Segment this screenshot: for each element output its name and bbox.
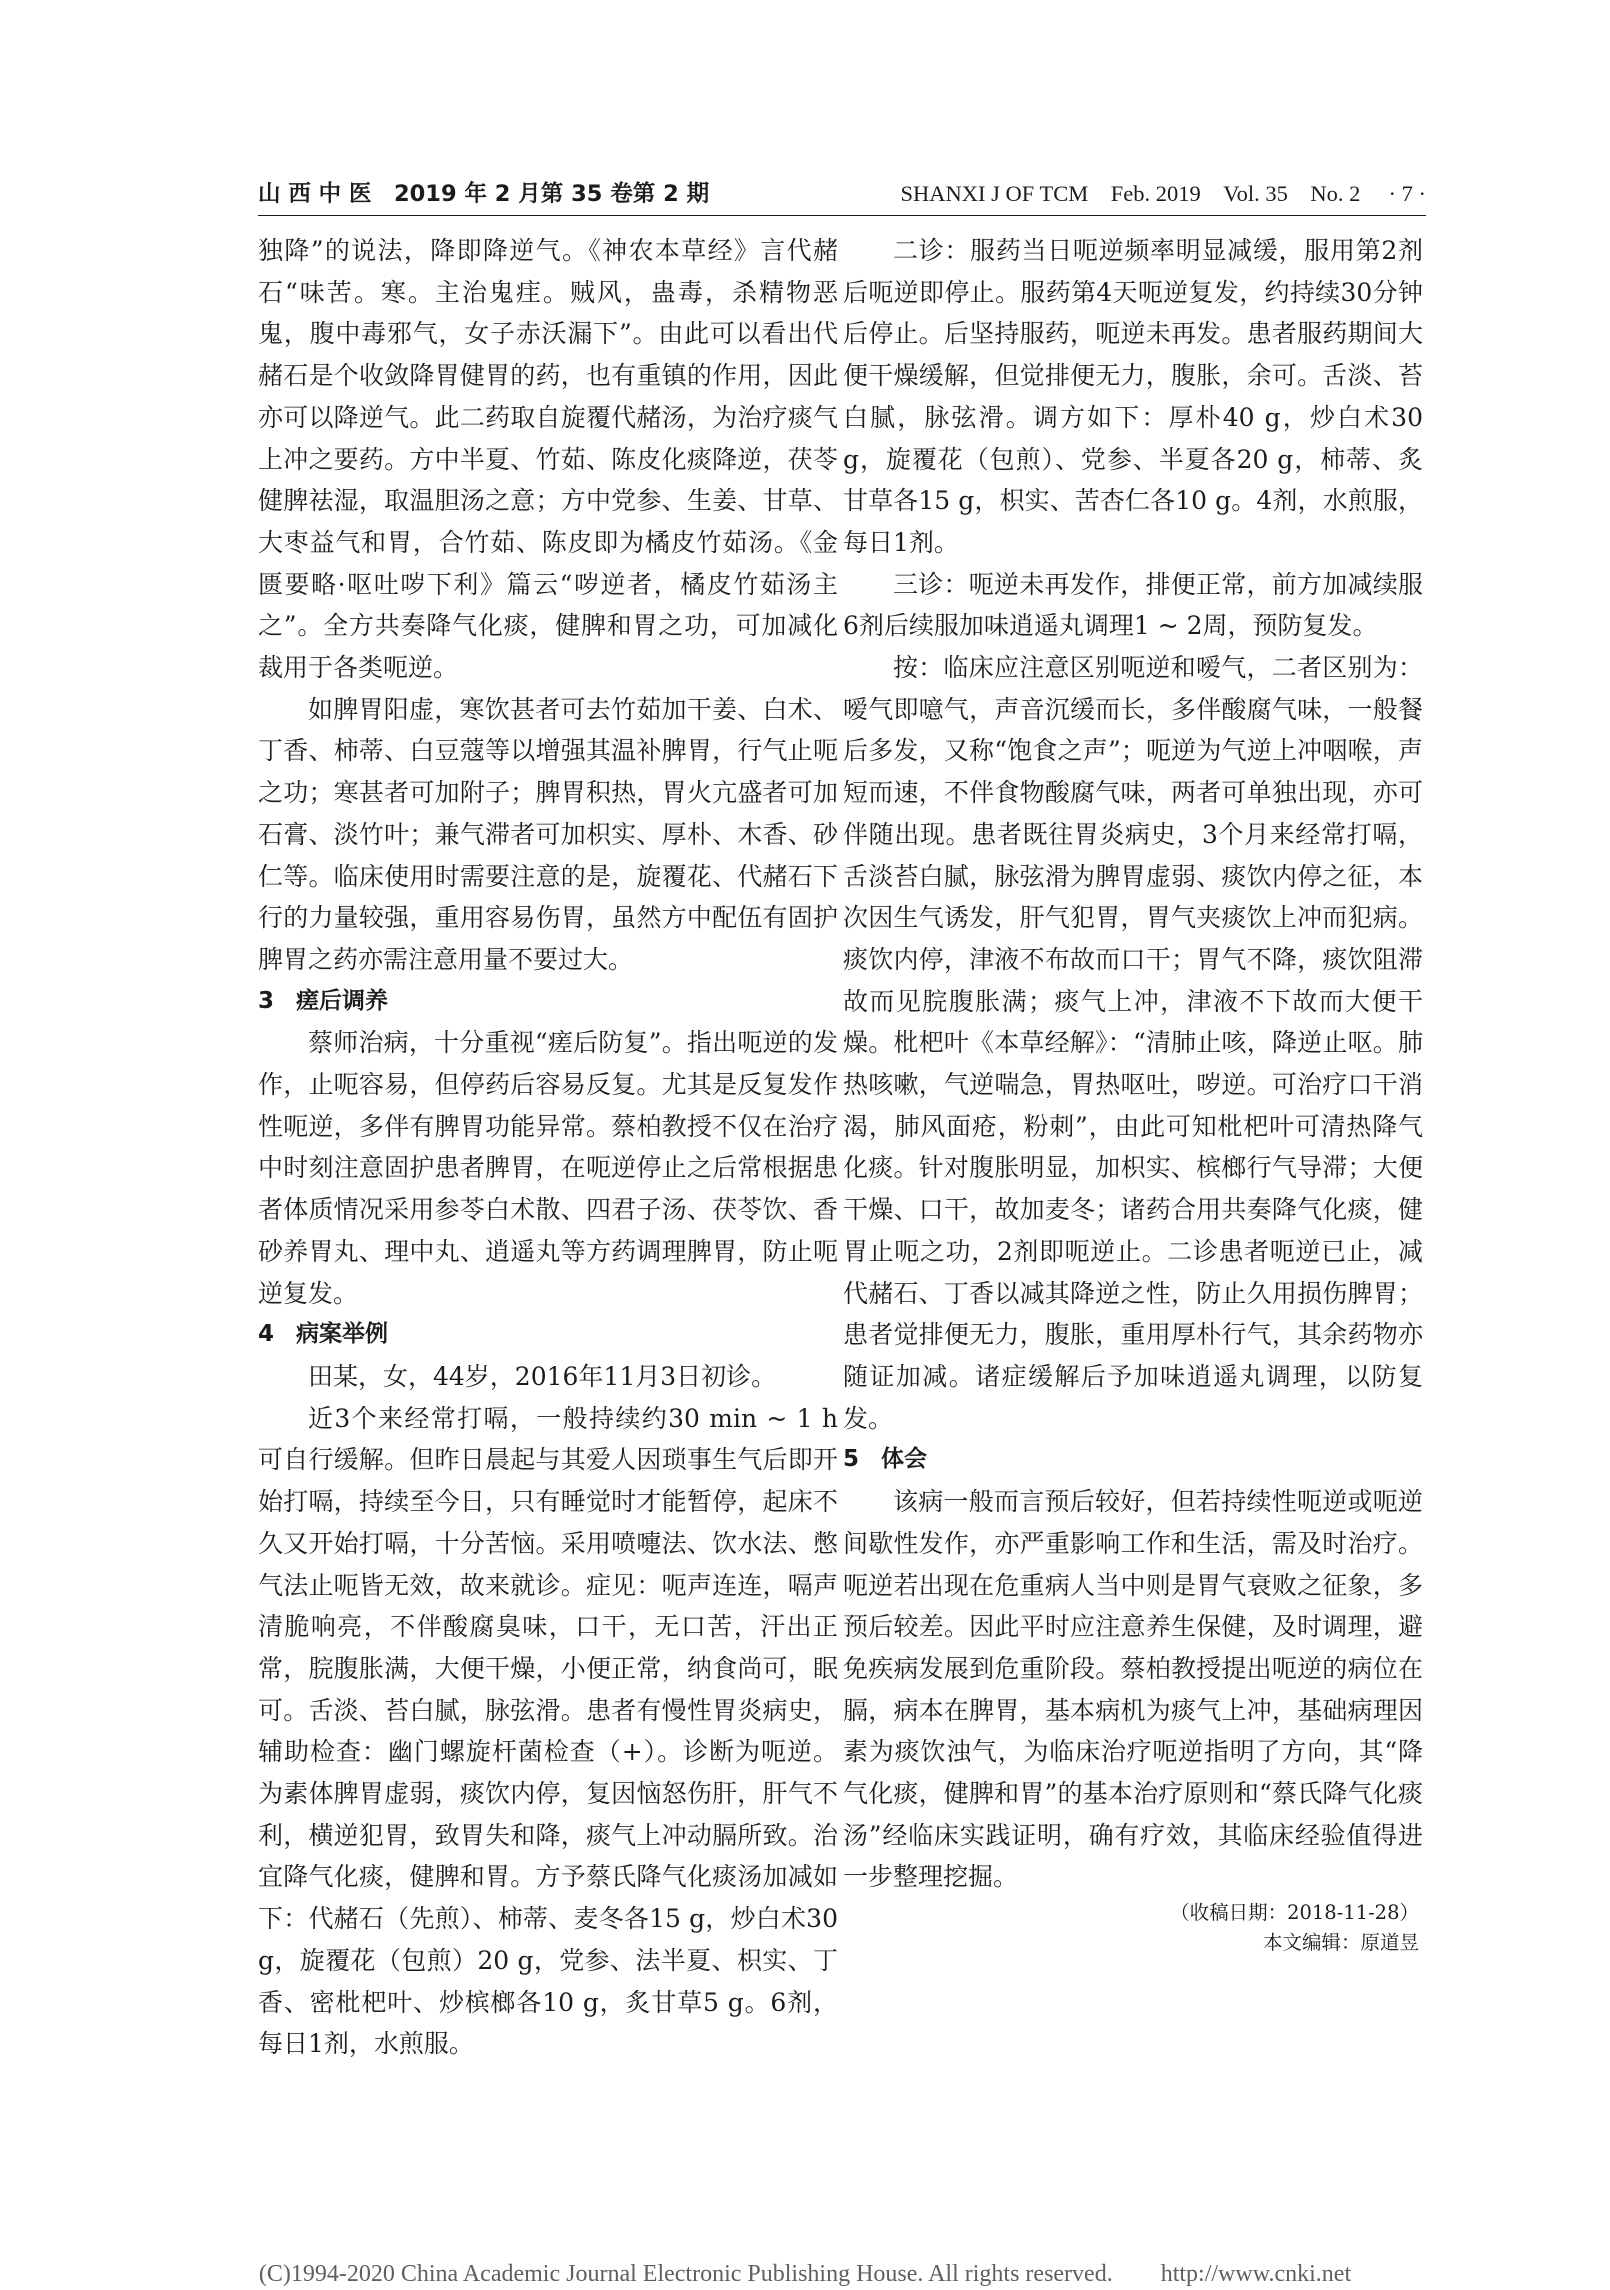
section-number: 5 bbox=[843, 1446, 860, 1473]
paragraph-patient-info: 田某，女，44岁，2016年11月3日初诊。 bbox=[308, 1361, 777, 1391]
section-number: 4 bbox=[258, 1321, 275, 1348]
journal-header-cn: 山 西 中 医 2019 年 2 月第 35 卷第 2 期 bbox=[258, 181, 710, 207]
section-title: 瘥后调养 bbox=[296, 987, 388, 1014]
right-column bbox=[843, 230, 1423, 1958]
editor-credit: 本文编辑：原道昱 bbox=[1262, 1931, 1419, 1955]
paragraph-case-history: 近3个来经常打嗝，一般持续约30 min ~ 1 h可自行缓解。但昨日晨起与其爱人因琐事生气后即开始打嗝，持续至今日，只有睡觉时才能暂停，起床不久又开始打嗝，十分苦恼。采用喷嚏法、饮水法、憋气法止呃皆无效，故来就诊。症见：呃声连连，嗝声清脆响亮，不伴酸腐臭味，口干，无口苦，汗出正常，脘腹胀满，大便干燥，小便正常，纳食尚可，眠可。舌淡、苔白腻，脉弦滑。患者有慢性胃炎病史，辅助检查：幽门螺旋杆菌检查（+）。诊断为呃逆。为素体脾胃虚弱，痰饮内停，复因恼怒伤肝，肝气不利，横逆犯胃，致胃失和降，痰气上冲动膈所致。治宜降气化痰，健脾和胃。方予蔡氏降气化痰汤加减如下：代赭石（先煎）、柿蒂、麦冬各15 g，炒白术30g，旋覆花（包煎）20 g，党参、法半夏、枳实、丁香、密枇杷叶、炒槟榔各10 g，炙甘草5 g。6剂，每日1剂，水煎服。 bbox=[258, 1403, 838, 2059]
journal-header-en: SHANXI J OF TCM Feb. 2019 Vol. 35 No. 2 · 7 · bbox=[900, 181, 1426, 206]
section-heading-5 bbox=[843, 1439, 1423, 1481]
paragraph-third-visit: 三诊：呃逆未再发作，排便正常，前方加减续服6剂后续服加味逍遥丸调理1 ~ 2周，预防复发。 bbox=[843, 569, 1423, 641]
header-divider bbox=[258, 215, 1426, 216]
paragraph-commentary: 按：临床应注意区别呃逆和嗳气，二者区别为：嗳气即噫气，声音沉缓而长，多伴酸腐气味，一般餐后多发，又称“饱食之声”；呃逆为气逆上冲咽喉，声短而速，不伴食物酸腐气味，两者可单独出现，亦可伴随出现。患者既往胃炎病史，3个月来经常打嗝，舌淡苔白腻，脉弦滑为脾胃虚弱、痰饮内停之征，本次因生气诱发，肝气犯胃，胃气夹痰饮上冲而犯病。痰饮内停，津液不布故而口干；胃气不降，痰饮阻滞故而见脘腹胀满；痰气上冲，津液不下故而大便干燥。枇杷叶《本草经解》：“清肺止咳，降逆止呕。肺热咳嗽，气逆喘急，胃热呕吐，哕逆。可治疗口干消渴，肺风面疮，粉刺”，由此可知枇杷叶可清热降气化痰。针对腹胀明显，加枳实、槟榔行气导滞；大便干燥、口干，故加麦冬；诸药合用共奏降气化痰，健胃止呃之功，2剂即呃逆止。二诊患者呃逆已止，减代赭石、丁香以减其降逆之性，防止久用损伤脾胃；患者觉排便无力，腹胀，重用厚朴行气，其余药物亦随证加减。诸症缓解后予加味逍遥丸调理，以防复发。 bbox=[843, 653, 1423, 1433]
section-number: 3 bbox=[258, 987, 275, 1014]
copyright-footer: (C)1994-2020 China Academic Journal Electronic Publishing House. All rights reserved. http://www.cnki.net bbox=[258, 2261, 1352, 2287]
paragraph-daizheshi: 独降”的说法，降即降逆气。《神农本草经》言代赭石“味苦。寒。主治鬼疰。贼风，蛊毒，杀精物恶鬼，腹中毒邪气，女子赤沃漏下”。由此可以看出代赭石是个收敛降胃健胃的药，也有重镇的作用，因此亦可以降逆气。此二药取自旋覆代赭汤，为治疗痰气上冲之要药。方中半夏、竹茹、陈皮化痰降逆，茯苓健脾祛湿，取温胆汤之意；方中党参、生姜、甘草、大枣益气和胃，合竹茹、陈皮即为橘皮竹茹汤。《金匮要略·呕吐哕下利》篇云“哕逆者，橘皮竹茹汤主之”。全方共奏降气化痰，健脾和胃之功，可加减化裁用于各类呃逆。 bbox=[258, 236, 838, 683]
section-title: 体会 bbox=[881, 1446, 927, 1473]
paragraph-recovery: 蔡师治病，十分重视“瘥后防复”。指出呃逆的发作，止呃容易，但停药后容易反复。尤其是反复发作性呃逆，多伴有脾胃功能异常。蔡柏教授不仅在治疗中时刻注意固护患者脾胃，在呃逆停止之后常根据患者体质情况采用参苓白术散、四君子汤、茯苓饮、香砂养胃丸、理中丸、逍遥丸等方药调理脾胃，防止呃逆复发。 bbox=[258, 1028, 838, 1308]
left-column bbox=[258, 230, 838, 2065]
running-header bbox=[258, 177, 1426, 211]
paragraph-second-visit: 二诊：服药当日呃逆频率明显减缓，服用第2剂后呃逆即停止。服药第4天呃逆复发，约持续30分钟后停止。后坚持服药，呃逆未再发。患者服药期间大便干燥缓解，但觉排便无力，腹胀，余可。舌淡、苔白腻，脉弦滑。调方如下：厚朴40 g，炒白术30 g，旋覆花（包煎）、党参、半夏各20 g，柿蒂、炙甘草各15 g，枳实、苦杏仁各10 g。4剂，水煎服，每日1剂。 bbox=[843, 236, 1423, 557]
paragraph-conclusion: 该病一般而言预后较好，但若持续性呃逆或呃逆间歇性发作，亦严重影响工作和生活，需及时治疗。呃逆若出现在危重病人当中则是胃气衰败之征象，多预后较差。因此平时应注意养生保健，及时调理，避免疾病发展到危重阶段。蔡柏教授提出呃逆的病位在膈，病本在脾胃，基本病机为痰气上冲，基础病理因素为痰饮浊气，为临床治疗呃逆指明了方向，其“降气化痰，健脾和胃”的基本治疗原则和“蔡氏降气化痰汤”经临床实践证明，确有疗效，其临床经验值得进一步整理挖掘。 bbox=[843, 1487, 1423, 1892]
paragraph-modifications: 如脾胃阳虚，寒饮甚者可去竹茹加干姜、白术、丁香、柿蒂、白豆蔻等以增强其温补脾胃，行气止呃之功；寒甚者可加附子；脾胃积热，胃火亢盛者可加石膏、淡竹叶；兼气滞者可加枳实、厚朴、木香、砂仁等。临床使用时需要注意的是，旋覆花、代赭石下行的力量较强，重用容易伤胃，虽然方中配伍有固护脾胃之药亦需注意用量不要过大。 bbox=[258, 694, 838, 974]
section-heading-4 bbox=[258, 1314, 838, 1356]
received-date: （收稿日期：2018-11-28） bbox=[1170, 1901, 1419, 1925]
section-heading-3 bbox=[258, 981, 838, 1023]
section-title: 病案举例 bbox=[296, 1321, 388, 1348]
